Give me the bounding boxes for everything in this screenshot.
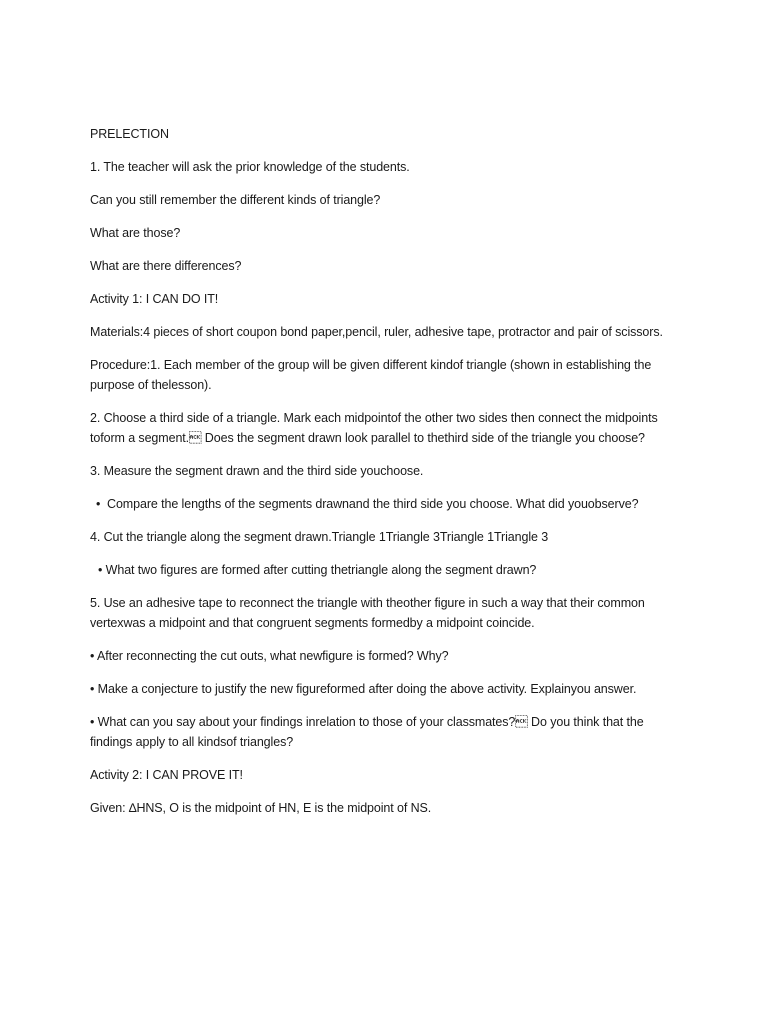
bullet-conjecture: • Make a conjecture to justify the new figureformed after doing the above activity. Explainyou answer.: [90, 682, 637, 696]
question-differences: What are there differences?: [90, 259, 242, 273]
procedure-step-3: 3. Measure the segment drawn and the third side youchoose.: [90, 464, 424, 478]
bullet-two-figures: • What two figures are formed after cutting thetriangle along the segment drawn?: [98, 563, 537, 577]
bullet-compare-lengths: • Compare the lengths of the segments drawnand the third side you choose. What did youobserve?: [96, 497, 639, 511]
procedure-step-5: 5. Use an adhesive tape to reconnect the triangle with theother figure in such a way that their common vertexwas a midpoint and that congruent segments formedby a midpoint coincide.: [90, 596, 649, 630]
given-statement: Given: ∆HNS, O is the midpoint of HN, E is the midpoint of NS.: [90, 801, 432, 815]
question-kinds-of-triangle: Can you still remember the different kinds of triangle?: [90, 193, 381, 207]
step-1-text: 1. The teacher will ask the prior knowledge of the students.: [90, 160, 410, 174]
procedure-step-4: 4. Cut the triangle along the segment drawn.Triangle 1Triangle 3Triangle 1Triangle 3: [90, 530, 549, 544]
question-what-are-those: What are those?: [90, 226, 181, 240]
materials-text: Materials:4 pieces of short coupon bond paper,pencil, ruler, adhesive tape, protractor and pair of scissors.: [90, 325, 663, 339]
procedure-step-1: Procedure:1. Each member of the group will be given different kindof triangle (shown in establishing the purpose of thelesson).: [90, 358, 655, 392]
document-body: [90, 124, 680, 831]
procedure-step-2: 2. Choose a third side of a triangle. Mark each midpointof the other two sides then connect the midpoints toform a segment. Does the segment drawn look parallel to thethird side of the triangle you choose?: [90, 411, 661, 445]
bullet-new-figure: • After reconnecting the cut outs, what newfigure is formed? Why?: [90, 649, 449, 663]
section-heading-prelection: PRELECTION: [90, 127, 169, 141]
activity-2-heading: Activity 2: I CAN PROVE IT!: [90, 768, 243, 782]
bullet-findings: • What can you say about your findings inrelation to those of your classmates? Do you think that the findings apply to all kindsof triangles?: [90, 715, 647, 749]
activity-1-heading: Activity 1: I CAN DO IT!: [90, 292, 219, 306]
